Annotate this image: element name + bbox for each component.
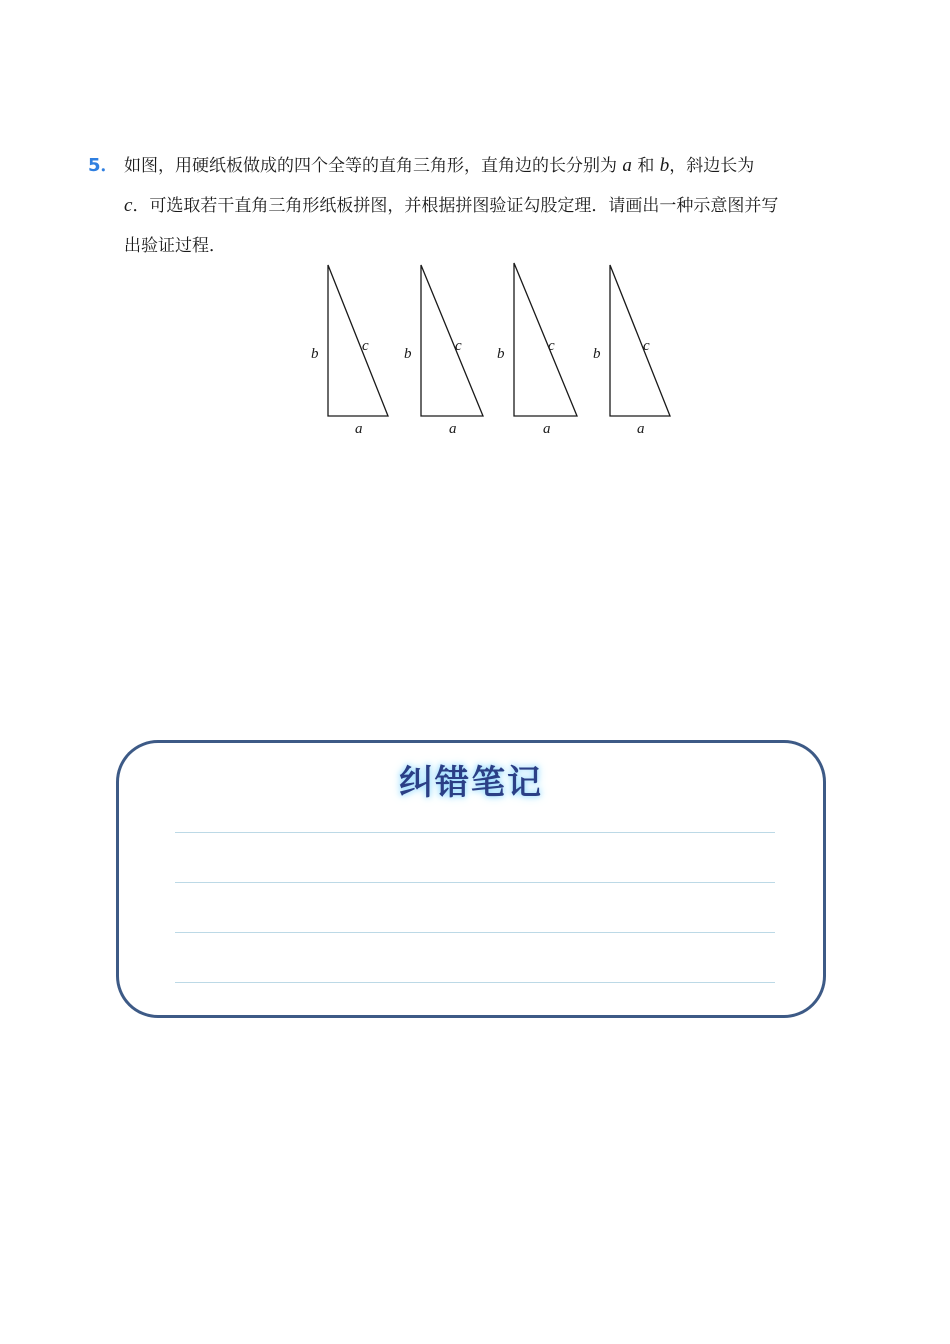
triangle-shape xyxy=(610,265,670,416)
triangle-shape xyxy=(421,265,483,416)
variable-a: a xyxy=(622,155,632,176)
variable-c: c xyxy=(124,195,133,216)
question-line-1 xyxy=(88,146,868,186)
triangle-1 xyxy=(311,265,388,437)
notes-title: 纠错笔记 xyxy=(399,763,543,803)
triangle-2 xyxy=(404,265,483,437)
triangle-shape xyxy=(514,263,577,416)
problem-5 xyxy=(88,146,868,266)
label-c: c xyxy=(455,338,462,354)
label-b: b xyxy=(311,346,319,362)
triangles-figure xyxy=(300,258,690,443)
writing-line xyxy=(175,932,775,933)
question-text-part: 如图，用硬纸板做成的四个全等的直角三角形，直角边的长分别为 xyxy=(124,156,617,176)
writing-line xyxy=(175,832,775,833)
writing-line xyxy=(175,982,775,983)
label-c: c xyxy=(643,338,650,354)
label-c: c xyxy=(362,338,369,354)
triangle-4 xyxy=(593,265,670,437)
label-a: a xyxy=(637,421,645,437)
triangle-3 xyxy=(497,263,577,437)
question-number: 5． xyxy=(88,155,119,176)
triangles-svg xyxy=(300,258,690,443)
triangle-shape xyxy=(328,265,388,416)
label-a: a xyxy=(449,421,457,437)
question-text-part: 和 xyxy=(637,156,655,176)
question-text-part: ．可选取若干直角三角形纸板拼图，并根据拼图验证勾股定理．请画出一种示意图并写 xyxy=(132,196,779,216)
question-text-part: 出验证过程． xyxy=(124,236,226,256)
variable-b: b xyxy=(659,155,670,176)
error-notes-box xyxy=(116,740,826,1018)
writing-line xyxy=(175,882,775,883)
label-a: a xyxy=(543,421,551,437)
label-a: a xyxy=(355,421,363,437)
label-b: b xyxy=(404,346,412,362)
label-b: b xyxy=(593,346,601,362)
label-c: c xyxy=(548,338,555,354)
label-b: b xyxy=(497,346,505,362)
question-line-2 xyxy=(88,186,868,226)
question-text-part: ，斜边长为 xyxy=(669,156,755,176)
